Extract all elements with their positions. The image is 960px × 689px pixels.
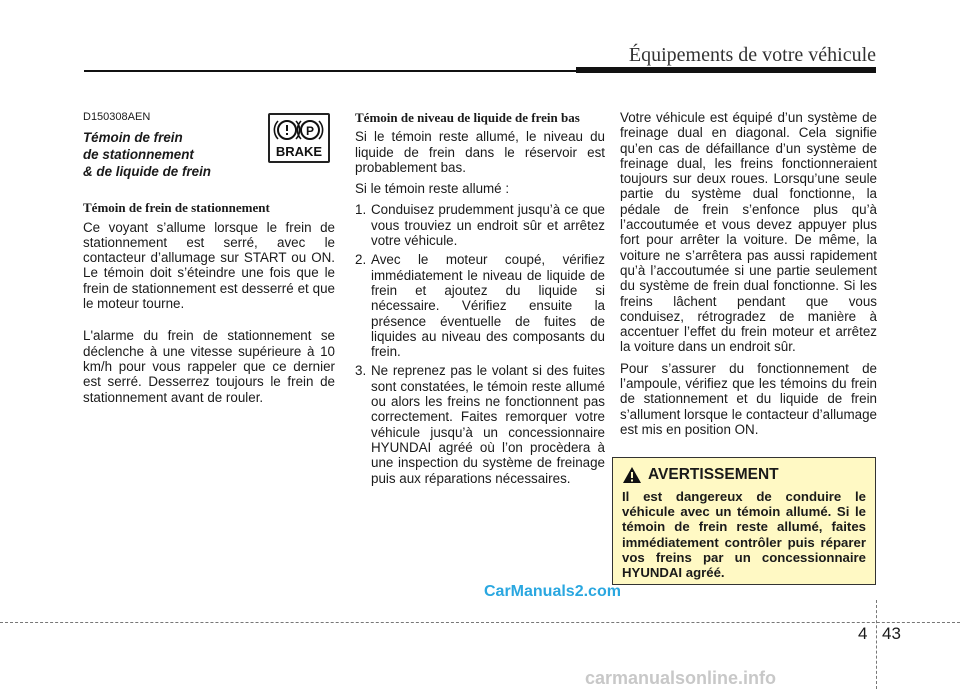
brake-fluid-heading: Témoin de niveau de liquide de frein bas [355, 110, 580, 125]
list-item-number: 2. [355, 252, 367, 268]
list-item-text: Conduisez prudemment jusqu’à ce que vous trouviez un endroit sûr et arrêtez votre véhicule. [371, 202, 605, 249]
column-right [620, 110, 877, 443]
brake-fluid-steps [355, 202, 605, 485]
column-middle [355, 110, 605, 490]
brake-warning-icon [268, 113, 330, 163]
warning-triangle-icon [622, 466, 642, 484]
section-title-line: Témoin de frein [83, 130, 183, 146]
watermark: CarManuals2.com [484, 583, 621, 600]
footer-divider [0, 622, 960, 623]
section-title-line: & de liquide de frein [83, 164, 211, 180]
warning-box [612, 457, 876, 585]
parking-brake-paragraph: Ce voyant s’allume lorsque le frein de stationnement est serré, avec le contacteur d’allumage sur START ou ON. Le témoin doit s’éteindre une fois que le frein de stationnement est desserré et que le moteur tourne. [83, 219, 335, 312]
section-title-line: de stationnement [83, 147, 194, 163]
parking-brake-alarm-paragraph: L'alarme du frein de stationnement se déclenche à une vitesse supérieure à 10 km/h pour vous rappeler que ce dernier est serré. Desserrez toujours le frein de stationnement avant de rouler. [83, 328, 335, 405]
bottom-watermark: carmanualsonline.info [585, 668, 777, 688]
warning-header [622, 466, 866, 484]
list-item [355, 202, 605, 248]
chapter-number: 4 [858, 624, 868, 643]
warning-text: Il est dangereux de conduire le véhicule avec un témoin allumé. Si le témoin de frein reste allumé, faites immédiatement contrôler puis réparer vos freins par un concessionnaire HYUNDAI agréé. [622, 489, 866, 581]
footer-vertical-divider [876, 600, 877, 689]
list-item [355, 363, 605, 485]
parking-brake-heading: Témoin de frein de stationnement [83, 200, 270, 216]
page-header-title: Équipements de votre véhicule [628, 44, 876, 66]
list-item-text: Avec le moteur coupé, vérifiez immédiatement le niveau de liquide de frein et ajoutez du liquide si nécessaire. Vérifiez ensuite la présence éventuelle de fuites de liquides au niveau des composants du frein. [371, 252, 605, 360]
section-code: D150308AEN [83, 111, 151, 123]
warning-title: AVERTISSEMENT [648, 466, 779, 483]
svg-text:P: P [305, 124, 315, 138]
brake-label: BRAKE [275, 144, 323, 159]
brake-fluid-intro: Si le témoin reste allumé : [355, 181, 510, 197]
list-item-number: 1. [355, 202, 367, 218]
list-item-number: 3. [355, 363, 367, 379]
header-rule-accent [576, 67, 876, 73]
list-item [355, 252, 605, 359]
brake-fluid-paragraph: Si le témoin reste allumé, le niveau du liquide de frein dans le réservoir est probablement bas. [355, 129, 605, 175]
brake-symbol-icon [270, 115, 328, 161]
list-item-text: Ne reprenez pas le volant si des fuites sont constatées, le témoin reste allumé ou alors les freins ne fonctionnent pas correctement. Faites remorquer votre véhicule jusqu’à un concessionnaire HYUNDAI agréé où l’on procèdera à une inspection du système de freinage puis aux réparations nécessaires. [371, 363, 605, 486]
bulb-check-paragraph: Pour s’assurer du fonctionnement de l’ampoule, vérifiez que les témoins du frein de stationnement et du liquide de frein s’allument lorsque le contacteur d’allumage est mis en position ON. [620, 360, 877, 437]
dual-brake-paragraph: Votre véhicule est équipé d’un système de freinage dual en diagonal. Cela signifie qu’en cas de défaillance d’un système de freinage dual, les freins fonctionneraient toujours sur deux roues. Lorsqu’une seule partie du système dual fonctionne, la pédale de frein s’enfonce plus qu’à l’accoutumée et vous devez appuyer plus fort pour arrêter la voiture. De même, la voiture ne s’arrêtera pas aussi rapidement qu’à l’accoutumée si une partie seulement du système de frein dual fonctionne. Si les freins lâchent pendant que vous conduisez, rétrogradez de manière à accentuer l’effet du frein moteur et arrêtez la voiture dans un endroit sûr. [620, 110, 877, 355]
page-number: 43 [882, 624, 901, 643]
